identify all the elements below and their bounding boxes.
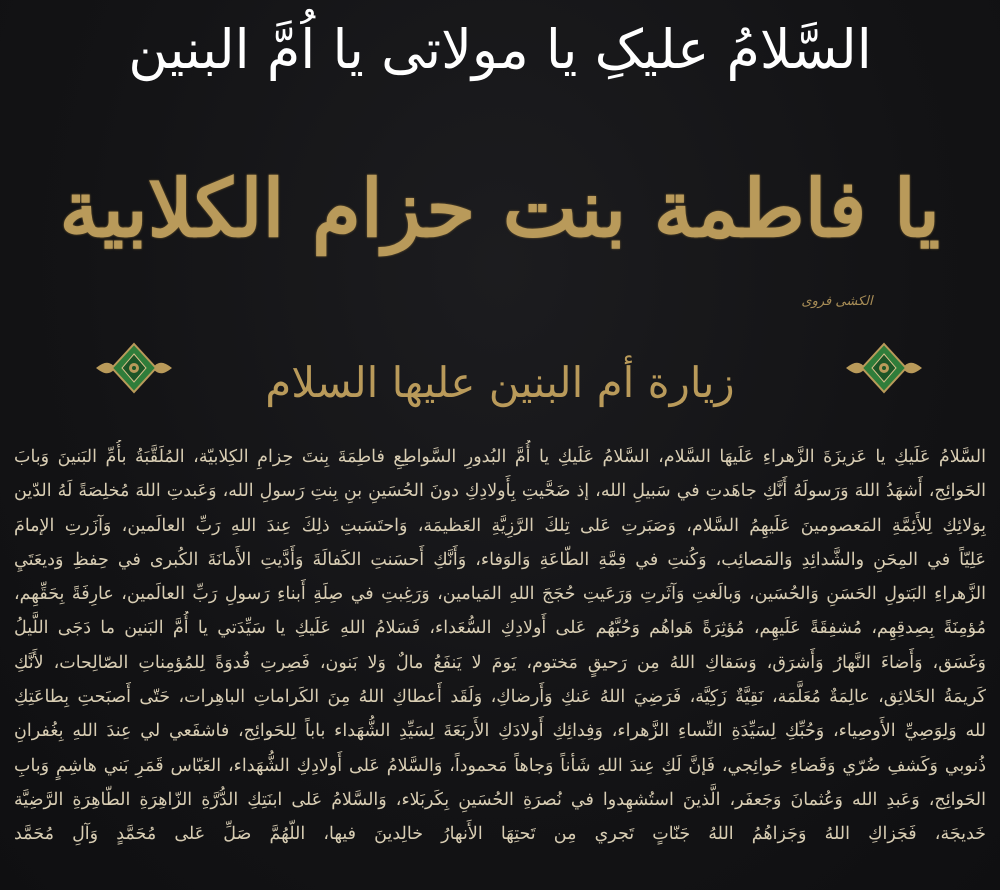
text-line: الحَوائِج، أَشهَدُ اللهَ وَرَسولَهُ أَنَّكِ جاهَدتِ في سَبيلِ الله، إذ ضَحَّيتِ بِأَولادِكِ دونَ الحُسَينِ بنِ بِنتِ رَسولِ الله، وَعَبدتِ اللهَ مُخلِصَةً لَهُ الدّين xyxy=(14,481,986,502)
ziyarat-text-body xyxy=(14,440,986,886)
text-line: كَريمَةُ الخَلائِق، عالِمَةٌ مُعَلَّمَة، نَقِيَّةٌ زَكِيَّة، فَرَضِيَ اللهُ عَنكِ وَأَرضاكِ، وَلَقَد أَعطاكِ اللهُ مِنَ الكَراماتِ الباهِرات، حَتّى أَصبَحتِ بِطاعَتِكِ xyxy=(14,687,986,708)
text-line: ذُنوبي وَكَشفِ ضُرّي وَقَضاءِ حَوائِجي، فَإنَّ لَكِ عِندَ اللهِ شَأناً وَجاهاً مَحموداً، وَالسَّلامُ عَلى أَولادِكِ الشُّهَداء، العَبّاس قَمَرِ بَني هاشِمٍ وَبابِ xyxy=(14,755,986,776)
text-line: السَّلامُ عَلَيكِ يا عَزيزَةَ الزَّهراءِ عَلَيهَا السَّلام، السَّلامُ عَلَيكِ يا أُمَّ البُدورِ السَّواطِعِ فاطِمَةَ بِنتَ حِزامِ الكِلابيّة، المُلَقَّبَةُ بأُمِّ البَنينَ وَبابَ xyxy=(14,447,986,467)
text-line: لله وَلِوَصِيِّ الأَوصِياء، وَحُبِّكِ لِسَيِّدَةِ النِّساءِ الزَّهراء، وَفِدائِكِ أَولادَكِ الأَربَعَةَ لِسَيِّدِ الشُّهَداء باباً لِلحَوائِج، فاشفَعي لي عِندَ اللهِ بِغُفرانِ xyxy=(14,721,986,742)
ornament-right-icon xyxy=(842,340,926,396)
ziyarat-title: زیارة أم البنین علیها السلام xyxy=(265,358,735,407)
calligrapher-signature: الکشی فروی xyxy=(801,294,873,309)
ornament-left-icon xyxy=(92,340,176,396)
text-line: بِوَلائِكِ لِلأَئِمَّةِ المَعصومينَ عَلَيهِمُ السَّلام، وَصَبَرتِ عَلى تِلكَ الرَّزِيَّةِ العَظيمَة، وَاحتَسَبتِ ذلِكَ عِندَ اللهِ رَبِّ العالَمين، وَآزَرتِ الإمامَ xyxy=(14,515,986,536)
text-line: الزَّهراءِ البَتولِ الحَسَنِ وَالحُسَين، وَبالَغتِ وَآثَرتِ وَرَعَيتِ حُجَجَ اللهِ المَيامين، وَرَغِبتِ في صِلَةِ أَبناءِ رَسولِ رَبِّ العالَمين، عارِفَةً بِحَقِّهِم، xyxy=(14,584,986,605)
text-line: خَديجَة، فَجَزاكِ اللهُ وَجَزاهُمُ اللهُ جَنّاتٍ تَجري مِن تَحتِهَا الأَنهارُ خالِدينَ فيها، اللّهُمَّ صَلِّ عَلى مُحَمَّدٍ وَآلِ مُحَمَّد xyxy=(14,824,986,845)
text-line: مُؤمِنَةً بِصِدقِهِم، مُشفِقَةً عَلَيهِم، مُؤثِرَةً هَواهُم وَحُبَّهُم عَلى أَولادِكِ السُّعَداء، فَسَلامُ اللهِ عَلَيكِ يا سَيِّدَتي يا أُمَّ البَنين ما دَجَى اللَّيلُ xyxy=(14,618,986,639)
calligraphy-title: یا فاطمة بنت حزام الکلابیة xyxy=(59,162,940,255)
text-line: الحَوائِج، وَعَبدِ الله وَعُثمانَ وَجَعفَر، الَّذينَ استُشهِدوا في نُصرَةِ الحُسَينِ بِكَربَلاء، وَالسَّلامُ عَلى ابنَتِكِ الدُّرَّةِ الزّاهِرَةِ الطّاهِرَةِ الرَّضِيَّة xyxy=(14,789,986,810)
text-line: عَلِيّاً في المِحَنِ والشَّدائِدِ وَالمَصائِب، وَكُنتِ في قِمَّةِ الطّاعَةِ وَالوَفاء، وَأَنَّكِ أَحسَنتِ الكَفالَةَ وَأَدَّيتِ الأَمانَةَ الكُبرى في حِفظِ وَديعَتَيِ xyxy=(14,549,986,570)
text-line: وَغَسَق، وَأَضاءَ النَّهارُ وَأَشرَق، وَسَقاكِ اللهُ مِن رَحيقٍ مَختوم، يَومَ لا يَنفَعُ مالٌ وَلا بَنون، فَصِرتِ قُدوَةً لِلمُؤمِناتِ الصّالِحات، لأَنَّكِ xyxy=(14,652,986,673)
salutation-heading: السَّلامُ علیکِ یا مولاتی یا اُمَّ البنین xyxy=(128,18,872,81)
